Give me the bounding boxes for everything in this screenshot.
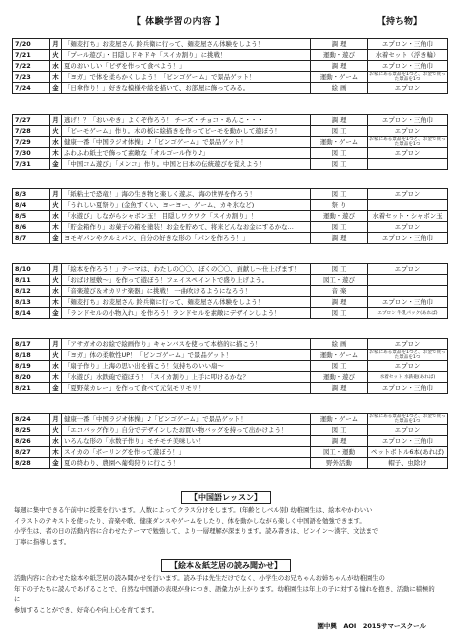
row-date: 8/25 [13, 425, 50, 436]
row-activity: 「アサガオのお絵で絵画作り」キャンバスを使って本格的に描こう！ [62, 339, 311, 350]
row-weekday: 火 [50, 350, 62, 361]
schedule-week-3 [12, 188, 448, 244]
row-date: 8/17 [13, 339, 50, 350]
row-activity: 「うれしい夏祭り」(金魚すくい、ヨーヨー、ゲーム、カキ氷など) [62, 200, 311, 211]
reading-line: 年下の子たちに読んであげることで、自然な中国語の表現が身につき、語彙力が上がります。幼稚園生は年上の子に対する憧れを抱き、活動に積極的に [14, 585, 435, 603]
row-weekday: 月 [50, 39, 62, 50]
footer-credit: 園中興 AOI 2015サマースクール [317, 622, 426, 630]
row-date: 7/30 [13, 148, 50, 159]
row-items: エプロン [368, 425, 448, 436]
row-activity: 「エコバッグ作り」自分でデザインしたお買い物バッグを持って出かけよう！ [62, 425, 311, 436]
lesson-section-title: 【中国語レッスン】 [12, 492, 440, 503]
schedule-row [13, 447, 448, 458]
row-activity: 「麺麦打ち」お麦屋さん 鈴兵衛に行って、麺麦屋さん体験をしよう！ [62, 297, 311, 308]
row-category: 図 工 [311, 126, 368, 137]
row-weekday: 水 [50, 361, 62, 372]
row-weekday: 木 [50, 297, 62, 308]
row-activity: 「水遊び」水鉄砲で遊ぼう！「スイカ割り」上手に叩けるかな？ [62, 372, 311, 383]
schedule-row [13, 264, 448, 275]
row-category: 図 工 [311, 148, 368, 159]
row-activity: 夏の終わり、農園へ葡萄狩りに行こう！ [62, 458, 311, 469]
schedule-week-6 [12, 413, 448, 469]
row-weekday: 金 [50, 458, 62, 469]
row-activity: 「麺麦打ち」お麦屋さん 鈴兵衛に行って、麺麦屋さん体験をしよう！ [62, 39, 311, 50]
lesson-line: 小学生は、者の日の活動内容に合わせたテーマで勉強して、より一層理解が深まります。読み書きは、ピンイン～漢字、文法まで [14, 528, 379, 535]
schedule-row [13, 200, 448, 211]
lesson-paragraph [14, 506, 438, 548]
row-category: 図 工 [311, 222, 368, 233]
lesson-line: 毎週に集中できる午前中に授業を行います。人数によってクラス分けをします。(年齢としベル別) 幼稚園生は、絵本やかわいい [14, 507, 373, 514]
row-weekday: 水 [50, 211, 62, 222]
row-date: 8/5 [13, 211, 50, 222]
reading-line: 参加することができ、好奇心や向上心を育てます。 [14, 606, 159, 614]
row-category: 図工・遊び [311, 275, 368, 286]
row-date: 8/27 [13, 447, 50, 458]
row-weekday: 金 [50, 159, 62, 170]
row-items: エプロン・三角巾 [368, 115, 448, 126]
row-activity: スイカの「ボーリングを作って遊ぼう！」 [62, 447, 311, 458]
row-items: エプロン [368, 339, 448, 350]
row-items [368, 286, 448, 297]
row-items: お家にある景品を1つと、お金で買った景品を1つ [369, 137, 446, 147]
row-date: 7/29 [13, 137, 50, 148]
schedule-row [13, 361, 448, 372]
row-category: 調 理 [311, 39, 368, 50]
row-category: 運動・ゲーム [311, 137, 368, 148]
row-weekday: 月 [50, 189, 62, 200]
schedule-row [13, 189, 448, 200]
row-items: エプロン・三角巾 [368, 233, 448, 244]
row-activity: 「絵本を作ろう！」テーマは、わたしの〇〇、ぼくの〇〇、貢献し〜仕上げます！ [62, 264, 311, 275]
reading-section-title: 【絵本＆紙芝居の読み聞かせ】 [12, 560, 440, 571]
row-activity: 健康一番「中国ラジオ体操」♪「ビンゴゲーム」で景品ゲット！ [62, 137, 311, 148]
schedule-row [13, 126, 448, 137]
row-items: エプロン・三角巾 [368, 297, 448, 308]
row-weekday: 木 [50, 72, 62, 83]
row-category: 調 理 [311, 115, 368, 126]
row-category: 音 楽 [311, 286, 368, 297]
row-items: エプロン [368, 148, 448, 159]
row-date: 8/12 [13, 286, 50, 297]
row-activity: いろんな形の「水数子作り」モチモチ美味しい！ [62, 436, 311, 447]
schedule-week-4 [12, 263, 448, 319]
schedule-row [13, 339, 448, 350]
schedule-week-1 [12, 38, 448, 94]
row-activity: 「音楽遊び＆オカリナ楽器」に挑戦！ 一曲吹けるようになろう！ [62, 286, 311, 297]
row-items: ペットボトル6本(あれば) [368, 447, 448, 458]
row-weekday: 火 [50, 126, 62, 137]
row-category: 図 工 [311, 361, 368, 372]
row-items: エプロン・三角巾 [368, 61, 448, 72]
row-items: 水着セット 水鉄砲(あれば) [368, 372, 448, 383]
row-category: 図 工 [311, 189, 368, 200]
row-items: お家にある景品を1つと、お金で買った景品を1つ [369, 350, 446, 360]
row-activity: 「中国コム遊び」「メンコ」作り。中国と日本の伝統遊びを覚えよう！ [62, 159, 311, 170]
schedule-row [13, 308, 448, 319]
schedule-row [13, 275, 448, 286]
row-weekday: 水 [50, 436, 62, 447]
row-weekday: 木 [50, 372, 62, 383]
row-activity: 「ピーモゲーム」作り。木の板に絵描きを作ってピーモを動かして遊ぼう！ [62, 126, 311, 137]
row-items [368, 159, 448, 170]
row-activity: 「紙粘土で恐竜！」海の生き物と楽しく遊ぶ、海の世界を作ろう！ [62, 189, 311, 200]
row-date: 8/19 [13, 361, 50, 372]
row-items: エプロン 牛乳パック(あれば) [368, 308, 448, 319]
row-date: 7/23 [13, 72, 50, 83]
row-date: 8/10 [13, 264, 50, 275]
row-date: 8/11 [13, 275, 50, 286]
row-weekday: 水 [50, 137, 62, 148]
row-weekday: 木 [50, 222, 62, 233]
row-weekday: 火 [50, 275, 62, 286]
row-category: 図 工 [311, 159, 368, 170]
row-activity: 「日傘作り！」好きな模様や絵を描いて、お部屋に飾ってみる。 [62, 83, 311, 94]
schedule-row [13, 350, 448, 361]
schedule-row [13, 211, 448, 222]
schedule-row [13, 383, 448, 394]
row-weekday: 水 [50, 61, 62, 72]
schedule-row [13, 61, 448, 72]
row-date: 7/21 [13, 50, 50, 61]
row-category: 図 工 [311, 308, 368, 319]
row-items: 水着セット・シャボン玉 [368, 211, 448, 222]
row-date: 8/7 [13, 233, 50, 244]
row-activity: 「夏野菜カレー」を作って食べて元気モリモリ！ [62, 383, 311, 394]
row-date: 7/31 [13, 159, 50, 170]
schedule-row [13, 458, 448, 469]
row-date: 7/27 [13, 115, 50, 126]
schedule-row [13, 115, 448, 126]
row-items: 水着セット（浮き輪） [368, 50, 448, 61]
row-activity: 「水遊び」しながらシャボン玉！ 目隠しワクワク「スイカ割り」！ [62, 211, 311, 222]
row-date: 8/24 [13, 414, 50, 425]
row-category: 図工・運動 [311, 447, 368, 458]
row-items: 帽子、虫除け [368, 458, 448, 469]
row-category: 運動・遊び [311, 211, 368, 222]
row-activity: 夏のおいしい「ピザを作って食べよう！」 [62, 61, 311, 72]
row-items: お家にある景品を1つと、お金で買った景品を1つ [369, 414, 446, 424]
row-date: 8/6 [13, 222, 50, 233]
row-date: 8/18 [13, 350, 50, 361]
row-weekday: 金 [50, 308, 62, 319]
schedule-week-5 [12, 338, 448, 394]
schedule-row [13, 436, 448, 447]
row-category: 調 理 [311, 61, 368, 72]
row-items: エプロン [368, 222, 448, 233]
row-items: お家にある景品を1つと、お金で買った景品を1つ [369, 72, 446, 82]
row-date: 8/21 [13, 383, 50, 394]
row-weekday: 月 [50, 115, 62, 126]
schedule-row [13, 148, 448, 159]
items-column-title: 【持ち物】 [376, 17, 422, 27]
row-weekday: 月 [50, 414, 62, 425]
row-category: 調 理 [311, 233, 368, 244]
row-items: エプロン [368, 126, 448, 137]
row-category: 運動・遊び [311, 50, 368, 61]
row-activity: 「ヨガ」体の柔軟性UP！「ビンゴゲーム」で景品ゲット！ [62, 350, 311, 361]
row-weekday: 金 [50, 233, 62, 244]
row-activity: 健康一番「中国ラジオ体操」♪「ビンゴゲーム」で景品ゲット！ [62, 414, 311, 425]
row-date: 8/28 [13, 458, 50, 469]
row-category: 図 工 [311, 264, 368, 275]
row-date: 8/14 [13, 308, 50, 319]
row-activity: ヨモギパンやクルミパン、自分の好きな形の「パンを作ろう！」 [62, 233, 311, 244]
row-date: 8/26 [13, 436, 50, 447]
row-items [368, 275, 448, 286]
row-category: 運動・ゲーム [311, 72, 368, 83]
row-category: 運動・遊び [311, 372, 368, 383]
row-category: 祭 り [311, 200, 368, 211]
row-items: エプロン [368, 189, 448, 200]
row-date: 8/13 [13, 297, 50, 308]
schedule-row [13, 50, 448, 61]
row-items: エプロン [368, 361, 448, 372]
row-category: 運動・ゲーム [311, 414, 368, 425]
lesson-line: イラストのテキストを使ったり、音楽や歌、健康ダンスやゲームをしたり、体を動かしながら楽しく中国語を勉強できます。 [14, 517, 366, 525]
row-date: 7/22 [13, 61, 50, 72]
reading-paragraph [14, 574, 438, 616]
row-category: 絵 画 [311, 339, 368, 350]
row-category: 絵 画 [311, 83, 368, 94]
row-date: 7/20 [13, 39, 50, 50]
schedule-week-2 [12, 114, 448, 170]
row-activity: 「プール遊び」・目隠しドキドキ「スイカ割り」に挑戦！ [62, 50, 311, 61]
row-items: エプロン・三角巾 [368, 436, 448, 447]
row-weekday: 木 [50, 148, 62, 159]
row-category: 調 理 [311, 297, 368, 308]
row-category: 調 理 [311, 436, 368, 447]
schedule-row [13, 83, 448, 94]
schedule-row [13, 414, 448, 425]
schedule-row [13, 72, 448, 83]
reading-line: 活動内容に合わせた絵本や紙芝居の読み聞かせを行います。読み手は先生だけでなく、小学生のお兄ちゃんお姉ちゃんが幼稚園生の [14, 575, 385, 582]
row-weekday: 火 [50, 200, 62, 211]
row-date: 7/24 [13, 83, 50, 94]
schedule-row [13, 297, 448, 308]
row-activity: ふわふわ紙土で飾って素敵な「オルゴール作り♪」 [62, 148, 311, 159]
row-category: 野外活動 [311, 458, 368, 469]
row-weekday: 月 [50, 264, 62, 275]
row-weekday: 月 [50, 339, 62, 350]
schedule-row [13, 425, 448, 436]
schedule-row [13, 137, 448, 148]
schedule-row [13, 159, 448, 170]
row-activity: 「ランドセルの小物入れ」を作ろう！ランドセルを素敵にデザインしよう！ [62, 308, 311, 319]
row-date: 8/4 [13, 200, 50, 211]
row-weekday: 木 [50, 447, 62, 458]
row-date: 7/28 [13, 126, 50, 137]
row-activity: 「貯金箱作り」お菓子の箱を塗装！お金を貯めて、将来どんなお金にするかな… [62, 222, 311, 233]
row-items: エプロン・三角巾 [368, 39, 448, 50]
row-weekday: 金 [50, 83, 62, 94]
row-activity: 「扇子作り」上海の思い出を描こう！気持ちのいい扇～ [62, 361, 311, 372]
row-items: エプロン・三角巾 [368, 383, 448, 394]
row-category: 運動・ゲーム [311, 350, 368, 361]
row-items [368, 200, 448, 211]
row-items: エプロン [368, 83, 448, 94]
row-activity: 「ヨガ」で体を柔らかくしよう！「ビンゴゲーム」で景品ゲット！ [62, 72, 311, 83]
row-date: 8/20 [13, 372, 50, 383]
schedule-row [13, 372, 448, 383]
row-category: 図 工 [311, 425, 368, 436]
row-weekday: 火 [50, 50, 62, 61]
row-items: エプロン [368, 264, 448, 275]
row-category: 調 理 [311, 383, 368, 394]
row-date: 8/3 [13, 189, 50, 200]
schedule-title: 【 体験学習の内容 】 [132, 17, 225, 27]
schedule-row [13, 286, 448, 297]
schedule-header [12, 14, 440, 26]
row-weekday: 水 [50, 286, 62, 297]
row-weekday: 金 [50, 383, 62, 394]
row-activity: 逃げ！？「おいやき」よくぞ作ろう！ チーズ・チョコ・あんこ・・・ [62, 115, 311, 126]
schedule-row [13, 222, 448, 233]
schedule-row [13, 39, 448, 50]
row-activity: 「おばけ屋敷～」を作って遊ぼう！フェイスペイントで盛り上げよう。 [62, 275, 311, 286]
schedule-row [13, 233, 448, 244]
row-weekday: 火 [50, 425, 62, 436]
lesson-line: 丁寧に指導します。 [14, 538, 71, 546]
